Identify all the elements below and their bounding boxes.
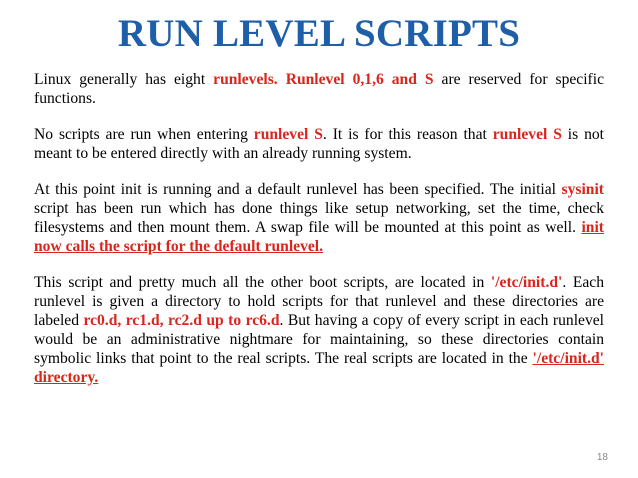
paragraph-init [34,180,604,256]
paragraph-text: . It is for this reason that [322,126,493,143]
slide-title: RUN LEVEL SCRIPTS [117,12,521,55]
paragraph-runlevel-s [34,125,604,163]
highlight-text: rc0.d, rc1.d, rc2.d up to rc6.d [83,312,280,329]
paragraph-text: This script and pretty much all the other boot scripts, are located in [34,274,491,291]
paragraph-text: Linux generally has eight [34,71,214,88]
paragraph-text: No scripts are run when entering [34,126,254,143]
slide-body [34,70,604,404]
paragraph-text: At this point init is running and a default runlevel has been specified. The initial [34,181,562,198]
page-number: 18 [596,452,608,463]
paragraph-text: are reserved for specific functions. [34,71,604,107]
highlight-text: sysinit [561,181,604,198]
highlight-text: '/etc/init.d' [490,274,563,291]
paragraph-text: . But having a copy of every script in each runlevel would be an administrative nightmare for maintaining, so these directories contain symbolic links that point to the real scripts. The real scripts are located in the [34,312,605,367]
paragraph-text [278,71,286,88]
highlight-text: runlevel S [253,126,323,143]
paragraph-text: is not meant to be entered directly with an already running system. [34,126,604,162]
paragraph-runlevels [34,70,604,108]
highlight-text: runlevel S [492,126,562,143]
highlight-text: init now calls the script for the default runlevel. [34,219,604,255]
paragraph-boot-scripts [34,273,604,387]
highlight-text: Runlevel 0,1,6 and S [285,71,434,88]
highlight-text: '/etc/init.d' directory. [34,350,604,386]
highlight-text: runlevels. [213,71,278,88]
paragraph-text: script has been run which has done things like setup networking, set the time, check filesystems and then mount them. A swap file will be mounted at this point as well. [34,200,604,236]
paragraph-text: . Each runlevel is given a directory to hold scripts for that runlevel and these directories are labeled [34,274,605,329]
